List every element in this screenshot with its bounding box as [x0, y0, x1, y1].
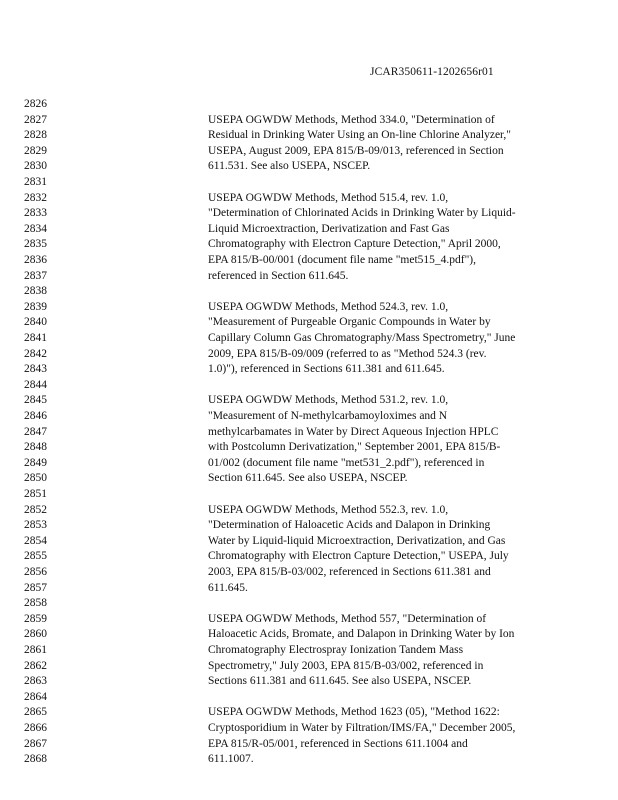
text-line: [0, 331, 618, 347]
text-line: [0, 659, 618, 675]
line-number: 2830: [24, 160, 47, 173]
text-line: [0, 690, 618, 706]
line-text: USEPA OGWDW Methods, Method 557, "Determination of: [208, 612, 487, 625]
text-line: [0, 596, 618, 612]
text-line: [0, 128, 618, 144]
line-number: 2858: [24, 597, 47, 610]
line-number: 2849: [24, 456, 47, 469]
line-text: 1.0)"), referenced in Sections 611.381 and 611.645.: [208, 363, 445, 376]
line-text: Section 611.645. See also USEPA, NSCEP.: [208, 472, 408, 485]
line-text: 2003, EPA 815/B-03/002, referenced in Sections 611.381 and: [208, 566, 491, 578]
text-line: [0, 705, 618, 721]
line-number: 2856: [24, 566, 47, 578]
line-text: "Determination of Chlorinated Acids in Drinking Water by Liquid-: [208, 207, 516, 220]
line-text: "Measurement of Purgeable Organic Compounds in Water by: [208, 316, 491, 329]
line-text: Residual in Drinking Water Using an On-line Chlorine Analyzer,": [208, 129, 511, 142]
line-text: Chromatography Electrospray Ionization Tandem Mass: [208, 644, 464, 656]
line-number: 2827: [24, 113, 47, 126]
line-number: 2843: [24, 363, 47, 376]
text-line: [0, 737, 618, 753]
text-line: [0, 456, 618, 472]
line-text: Haloacetic Acids, Bromate, and Dalapon in Drinking Water by Ion: [208, 628, 515, 641]
text-line: [0, 206, 618, 222]
text-line: [0, 253, 618, 269]
text-line: [0, 549, 618, 565]
line-number: 2868: [24, 753, 47, 766]
line-number: 2863: [24, 675, 47, 688]
text-line: [0, 300, 618, 316]
line-text: Cryptosporidium in Water by Filtration/IMS/FA," December 2005,: [208, 722, 516, 734]
line-number: 2846: [24, 410, 47, 422]
line-number: 2832: [24, 191, 47, 204]
line-number: 2847: [24, 425, 47, 438]
line-number: 2840: [24, 316, 47, 329]
text-line: [0, 581, 618, 597]
text-line: [0, 627, 618, 643]
line-number: 2831: [24, 176, 47, 188]
line-number: 2854: [24, 534, 47, 547]
text-line: [0, 222, 618, 238]
line-number: 2844: [24, 378, 47, 391]
line-number: 2839: [24, 300, 47, 313]
text-line: [0, 393, 618, 409]
line-number: 2834: [24, 222, 47, 235]
line-text: USEPA OGWDW Methods, Method 524.3, rev. 1.0,: [208, 300, 449, 313]
text-line: [0, 284, 618, 300]
text-line: [0, 471, 618, 487]
text-line: [0, 721, 618, 737]
text-line: [0, 97, 618, 113]
text-line: [0, 487, 618, 503]
line-number: 2833: [24, 207, 47, 220]
line-text: USEPA OGWDW Methods, Method 334.0, "Determination of: [208, 113, 495, 126]
line-number: 2855: [24, 550, 47, 563]
line-text: Liquid Microextraction, Derivatization and Fast Gas: [208, 222, 450, 235]
line-text: USEPA OGWDW Methods, Method 552.3, rev. 1.0,: [208, 503, 449, 516]
text-line: [0, 565, 618, 581]
text-line: [0, 425, 618, 441]
line-text: 611.531. See also USEPA, NSCEP.: [208, 160, 371, 173]
line-text: USEPA, August 2009, EPA 815/B-09/013, referenced in Section: [208, 144, 504, 157]
line-number: 2859: [24, 612, 47, 625]
line-number: 2826: [24, 98, 47, 110]
line-text: 611.1007.: [208, 753, 254, 766]
document-id-header: JCAR350611-1202656r01: [370, 66, 494, 78]
line-text: methylcarbamates in Water by Direct Aqueous Injection HPLC: [208, 425, 499, 438]
line-number: 2852: [24, 503, 47, 516]
line-text: Sections 611.381 and 611.645. See also USEPA, NSCEP.: [208, 675, 472, 688]
line-number: 2835: [24, 238, 47, 251]
line-number: 2841: [24, 332, 47, 344]
text-line: [0, 518, 618, 534]
text-line: [0, 612, 618, 628]
line-text: Chromatography with Electron Capture Detection," April 2000,: [208, 238, 501, 251]
text-line: [0, 144, 618, 160]
text-line: [0, 269, 618, 285]
line-text: "Measurement of N-methylcarbamoyloximes and N: [208, 410, 448, 422]
text-line: [0, 378, 618, 394]
text-line: [0, 534, 618, 550]
line-number: 2838: [24, 285, 47, 298]
line-text: referenced in Section 611.645.: [208, 269, 349, 282]
line-number: 2861: [24, 644, 47, 656]
text-line: [0, 237, 618, 253]
text-line: [0, 362, 618, 378]
line-number: 2836: [24, 254, 47, 266]
line-number: 2853: [24, 519, 47, 532]
line-text: Water by Liquid-liquid Microextraction, Derivatization, and Gas: [208, 534, 506, 547]
line-number: 2829: [24, 144, 47, 157]
line-text: "Determination of Haloacetic Acids and Dalapon in Drinking: [208, 519, 491, 532]
line-text: Spectrometry," July 2003, EPA 815/B-03/002, referenced in: [208, 659, 484, 672]
line-text: USEPA OGWDW Methods, Method 515.4, rev. 1.0,: [208, 191, 449, 204]
line-text: 01/002 (document file name "met531_2.pdf"), referenced in: [208, 456, 485, 469]
line-text: 2009, EPA 815/B-09/009 (referred to as "Method 524.3 (rev.: [208, 347, 487, 360]
line-text: 611.645.: [208, 581, 248, 594]
text-line: [0, 347, 618, 363]
text-line: [0, 191, 618, 207]
line-number: 2848: [24, 441, 47, 454]
text-line: [0, 113, 618, 129]
line-text: with Postcolumn Derivatization," September 2001, EPA 815/B-: [208, 441, 501, 454]
line-number: 2867: [24, 737, 47, 750]
line-number: 2860: [24, 628, 47, 641]
line-number: 2851: [24, 488, 47, 500]
line-number: 2828: [24, 129, 47, 142]
line-number: 2837: [24, 269, 47, 282]
line-number: 2845: [24, 394, 47, 407]
text-line: [0, 175, 618, 191]
text-line: [0, 409, 618, 425]
line-number: 2866: [24, 722, 47, 734]
line-text: Capillary Column Gas Chromatography/Mass Spectrometry," June: [208, 332, 516, 344]
text-line: [0, 674, 618, 690]
text-line: [0, 643, 618, 659]
line-text: Chromatography with Electron Capture Detection," USEPA, July: [208, 550, 509, 563]
line-text: USEPA OGWDW Methods, Method 531.2, rev. 1.0,: [208, 394, 449, 407]
text-line: [0, 315, 618, 331]
text-line: [0, 503, 618, 519]
line-text: USEPA OGWDW Methods, Method 1623 (05), "Method 1622:: [208, 706, 500, 719]
line-number: 2864: [24, 690, 47, 703]
line-number: 2865: [24, 706, 47, 719]
text-line: [0, 440, 618, 456]
line-number: 2862: [24, 659, 47, 672]
line-text: EPA 815/B-00/001 (document file name "met515_4.pdf"),: [208, 254, 476, 266]
line-number: 2842: [24, 347, 47, 360]
line-text: EPA 815/R-05/001, referenced in Sections 611.1004 and: [208, 737, 468, 750]
text-line: [0, 752, 618, 768]
line-number: 2850: [24, 472, 47, 485]
line-number: 2857: [24, 581, 47, 594]
text-line: [0, 159, 618, 175]
